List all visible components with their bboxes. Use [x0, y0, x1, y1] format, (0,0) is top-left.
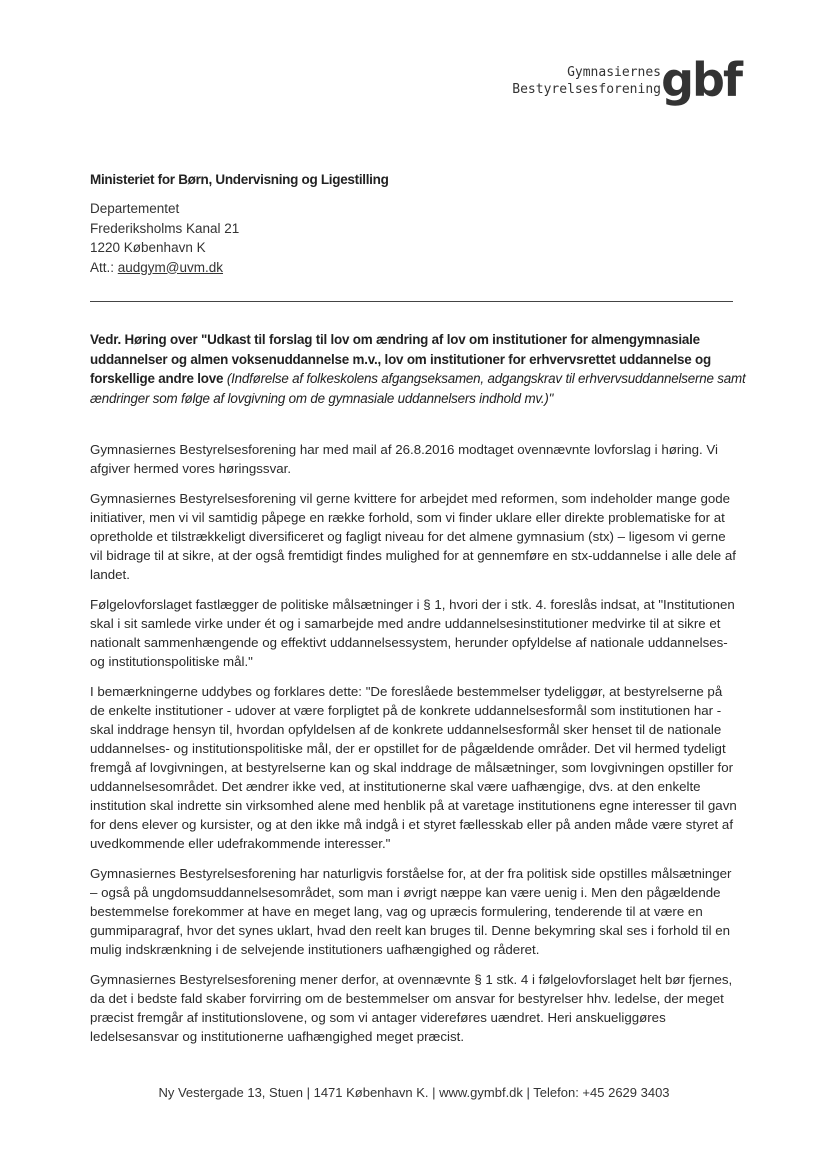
subject-line	[90, 330, 750, 408]
letter-body	[90, 441, 740, 1058]
address	[90, 199, 690, 277]
logo	[505, 53, 745, 118]
paragraph: Gymnasiernes Bestyrelsesforening mener derfor, at ovennævnte § 1 stk. 4 i følgelovforslaget helt bør fjernes, da det i bedste fald skaber forvirring om de bestemmelser om ansvar for bestyrelser hhv. ledelse, der meget præcist fremgår af institutionslovene, og som vi antager videreføres uændret. Heri anskueliggøres ledelsesansvar og institutionerne uafhængighed meget præcist.	[90, 972, 733, 1044]
logo-text	[512, 64, 661, 98]
logo-mark: gbf	[661, 53, 741, 107]
city: 1220 København K	[90, 240, 206, 255]
attention-email-link[interactable]: audgym@uvm.dk	[117, 259, 224, 275]
divider	[90, 301, 733, 302]
recipient-block	[90, 172, 690, 277]
attention-prefix: Att.:	[90, 259, 118, 275]
paragraph: Gymnasiernes Bestyrelsesforening vil gerne kvittere for arbejdet med reformen, som indeholder mange gode initiativer, men vi vil samtidig påpege en række forhold, som vi finder uklare eller direkte problematiske for at opretholde et tilstrækkeligt diversificeret og fagligt niveau for det almene gymnasium (stx) – ligesom vi gerne vil bidrage til at sikre, at der også fremtidigt findes mulighed for at gennemføre en stx-uddannelse i alle dele af landet.	[90, 491, 736, 582]
street: Frederiksholms Kanal 21	[90, 220, 240, 236]
ministry-name: Ministeriet for Børn, Undervisning og Ligestilling	[90, 172, 389, 187]
department: Departementet	[90, 201, 180, 216]
logo-line-1: Gymnasiernes	[567, 65, 661, 80]
subject-italic: (Indførelse af folkeskolens afgangseksamen, adgangskrav til erhvervsuddannelserne samt ændringer som følge af lovgivning om de gymnasiale uddannelsers indhold mv.)"	[90, 371, 746, 406]
paragraph: Gymnasiernes Bestyrelsesforening har naturligvis forståelse for, at der fra politisk side opstilles målsætninger – også på ungdomsuddannelsesområdet, som man i øvrigt næppe kan være uenig i. Men den pågældende bestemmelse forekommer at have en meget lang, vag og upræcis formulering, tenderende til at være en gummiparagraf, hvor det synes uklart, hvad den reelt kan bruges til. Denne bekymring skal ses i forhold til en mulig indskrænkning i de selvejende institutioners uafhængighed og råderet.	[90, 866, 732, 957]
attention-line	[90, 258, 690, 278]
paragraph: Følgelovforslaget fastlægger de politiske målsætninger i § 1, hvori der i stk. 4. foreslås indsat, at "Institutionen skal i sit samlede virke under ét og i samarbejde med andre uddannelsesinstitutioner medvirke til at sikre et nationalt sammenhængende og effektivt uddannelsessystem, herunder opfyldelse af nationale uddannelses- og institutionspolitiske mål."	[90, 597, 735, 670]
paragraph: Gymnasiernes Bestyrelsesforening har med mail af 26.8.2016 modtaget ovennævnte lovforslag i høring. Vi afgiver hermed vores høringssvar.	[90, 442, 718, 476]
subject-bold: Vedr. Høring over "Udkast til forslag til lov om ændring af lov om institutioner for almengymnasiale uddannelser og almen voksenuddannelse m.v., lov om institutioner for erhvervsrettet uddannelse og forskellige andre love	[90, 332, 712, 386]
logo-line-2: Bestyrelsesforening	[512, 82, 661, 97]
paragraph: I bemærkningerne uddybes og forklares dette: "De foreslåede bestemmelser tydeliggør, at bestyrelserne på de enkelte institutioner - udover at være forpligtet på de konkrete uddannelsesformål som institutionen har - skal inddrage hensyn til, hvordan opfyldelsen af de konkrete uddannelsesformål sker henset til de nationale uddannelses- og institutionspolitiske mål, der er opstillet for de pågældende områder. Det vil hermed tydeligt fremgå af lovgivningen, at bestyrelserne kan og skal inddrage de målsætninger, som lovgivningen opstiller for uddannelsesområdet. Det ændrer ikke ved, at institutionerne skal være uafhængige, dvs. at den enkelte institution skal indrette sin virksomhed alene med henblik på at varetage institutionens egne interesser til gavn for dens elever og kursister, og at den ikke må indgå i et styret fællesskab eller på anden måde være styret af uvedkommende eller udefrakommende interesser."	[90, 684, 737, 851]
footer-contact: Ny Vestergade 13, Stuen | 1471 København K. | www.gymbf.dk | Telefon: +45 2629 3403	[158, 1085, 670, 1100]
